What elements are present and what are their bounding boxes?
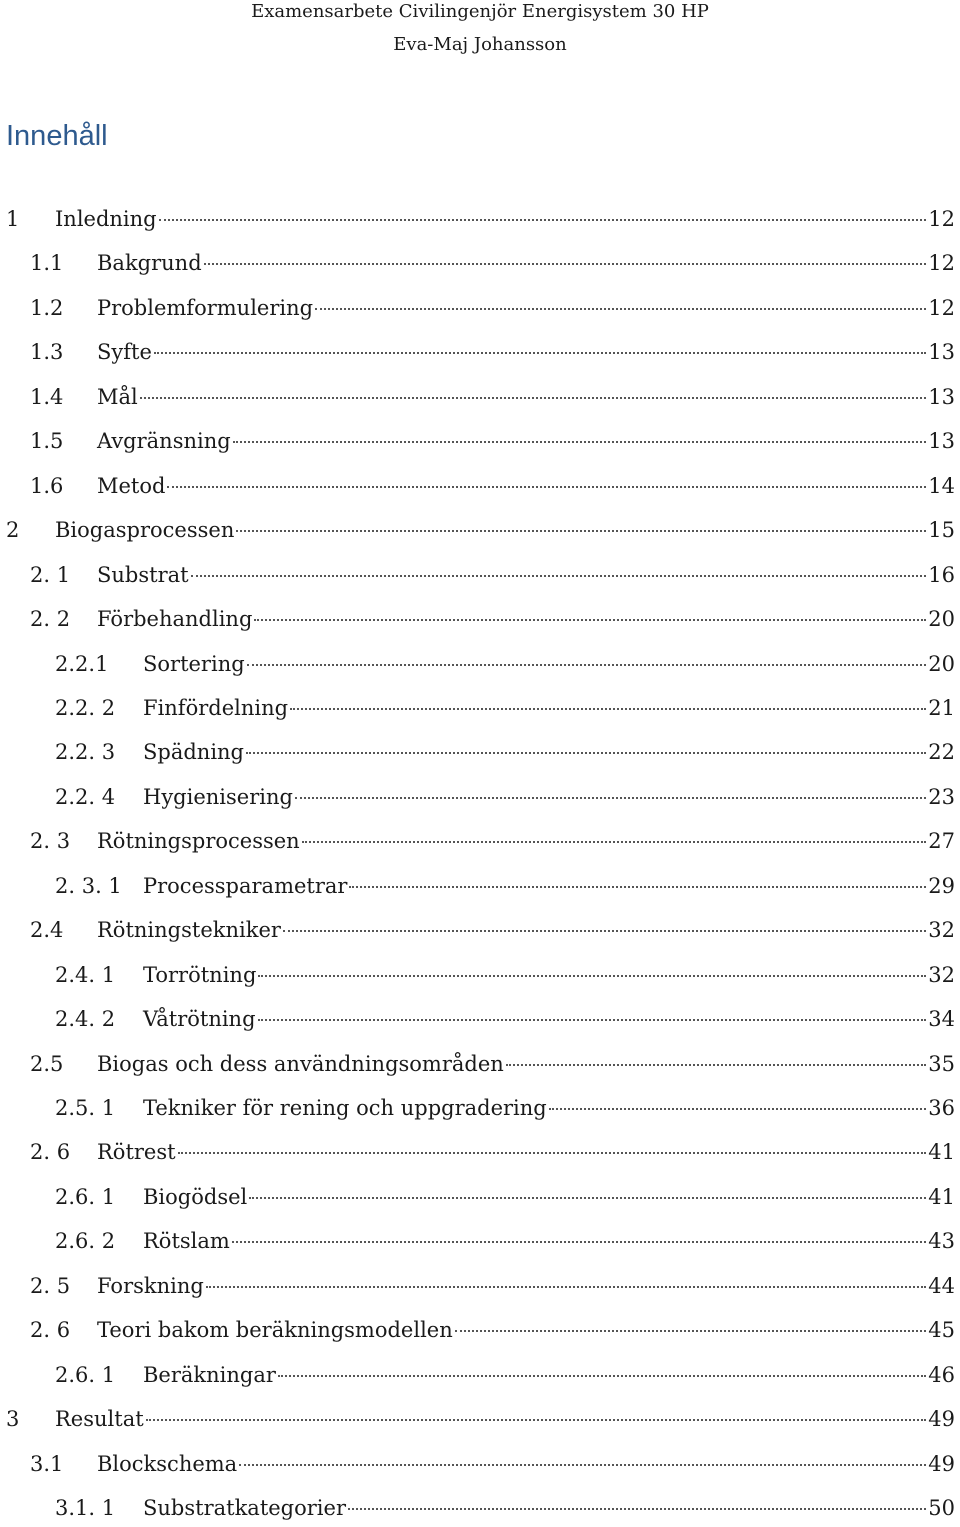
toc-entry-label: Avgränsning — [97, 429, 231, 454]
toc-entry-label: Spädning — [143, 740, 245, 765]
toc-entry[interactable] — [0, 1447, 955, 1481]
toc-entry-page: 13 — [928, 384, 955, 409]
toc-entry-label: Biogödsel — [143, 1184, 248, 1209]
toc-entry-label: Tekniker för rening och uppgradering — [143, 1096, 547, 1120]
toc-entry-page: 12 — [928, 251, 955, 276]
toc-entry-label: Processparametrar — [143, 873, 348, 898]
toc-entry-number: 1 — [6, 207, 20, 231]
toc-entry-label: Teori bakom beräkningsmodellen — [97, 1318, 453, 1343]
toc-entry-number: 1.1 — [30, 251, 64, 276]
dot-leader — [239, 1463, 926, 1466]
dot-leader — [283, 929, 926, 932]
toc-entry-number: 2.4. 1 — [55, 962, 116, 987]
toc-entry-number: 2. 3. 1 — [55, 873, 122, 898]
running-header-author: Eva-Maj Johansson — [393, 34, 567, 55]
toc-entry[interactable] — [0, 1358, 955, 1392]
toc-entry-number: 2.2. 3 — [55, 740, 116, 765]
toc-entry[interactable] — [0, 469, 955, 503]
toc-entry-number: 2.5 — [30, 1051, 64, 1076]
dot-leader — [247, 663, 927, 666]
dot-leader — [154, 351, 926, 354]
toc-entry[interactable] — [0, 1047, 955, 1081]
toc-entry[interactable] — [0, 202, 955, 236]
toc-entry-number: 2. 3 — [30, 829, 71, 854]
toc-entry-label: Forskning — [97, 1273, 204, 1298]
toc-entry[interactable] — [0, 1224, 955, 1258]
toc-entry-number: 1.3 — [30, 340, 64, 365]
dot-leader — [295, 796, 926, 799]
toc-entry-page: 35 — [928, 1051, 955, 1076]
toc-entry-page: 29 — [928, 873, 955, 898]
toc-entry-label: Resultat — [55, 1407, 144, 1432]
toc-entry-label: Hygienisering — [143, 784, 293, 809]
toc-entry-page: 45 — [928, 1318, 955, 1343]
toc-entry[interactable] — [0, 824, 955, 858]
dot-leader — [349, 885, 926, 888]
toc-entry-label: Syfte — [97, 340, 152, 365]
toc-entry-page: 12 — [928, 207, 955, 231]
toc-entry-number: 1.6 — [30, 473, 64, 498]
toc-entry-label: Inledning — [55, 207, 157, 231]
toc-entry-page: 22 — [928, 740, 955, 765]
toc-entry-label: Metod — [97, 473, 166, 498]
toc-entry-page: 43 — [928, 1229, 955, 1254]
toc-entry-label: Biogasprocessen — [55, 518, 235, 543]
dot-leader — [159, 218, 927, 221]
toc-entry-label: Mål — [97, 384, 138, 409]
dot-leader — [232, 1240, 926, 1243]
toc-entry-page: 23 — [928, 784, 955, 809]
dot-leader — [302, 840, 927, 843]
toc-entry-label: Blockschema — [97, 1451, 238, 1476]
toc-entry-page: 36 — [928, 1096, 955, 1120]
toc-entry-label: Förbehandling — [97, 607, 253, 632]
toc-entry[interactable] — [0, 958, 955, 992]
toc-entry[interactable] — [0, 246, 955, 280]
dot-leader — [258, 974, 926, 977]
toc-entry-page: 49 — [928, 1407, 955, 1432]
toc-entry-page: 20 — [928, 651, 955, 676]
dot-leader — [233, 440, 927, 443]
toc-entry-page: 16 — [928, 562, 955, 587]
toc-entry[interactable] — [0, 1313, 955, 1347]
dot-leader — [348, 1507, 926, 1510]
toc-entry-number: 2 — [6, 518, 20, 543]
toc-entry-number: 2. 2 — [30, 607, 71, 632]
toc-entry-number: 1.5 — [30, 429, 64, 454]
toc-entry-number: 3.1 — [30, 1451, 64, 1476]
toc-entry[interactable] — [0, 735, 955, 769]
dot-leader — [254, 618, 926, 621]
toc-entry-label: Rötrest — [97, 1140, 176, 1165]
toc-entry[interactable] — [0, 380, 955, 414]
toc-entry-label: Substrat — [97, 562, 189, 587]
toc-entry-page: 46 — [928, 1362, 955, 1387]
toc-entry-label: Substratkategorier — [143, 1496, 346, 1521]
toc-entry[interactable] — [0, 424, 955, 458]
running-header-title: Examensarbete Civilingenjör Energisystem 30 HP — [251, 1, 709, 22]
toc-entry-page: 49 — [928, 1451, 955, 1476]
toc-entry-page: 12 — [928, 295, 955, 320]
toc-entry-label: Beräkningar — [143, 1362, 276, 1387]
toc-entry[interactable] — [0, 869, 955, 903]
toc-entry-page: 44 — [928, 1273, 955, 1298]
dot-leader — [549, 1107, 927, 1110]
toc-entry-number: 2.2. 4 — [55, 784, 116, 809]
dot-leader — [315, 307, 926, 310]
toc-entry[interactable] — [0, 558, 955, 592]
dot-leader — [204, 262, 927, 265]
toc-entry-page: 41 — [928, 1184, 955, 1209]
toc-entry-label: Rötningsprocessen — [97, 829, 300, 854]
dot-leader — [191, 574, 927, 577]
toc-entry-page: 20 — [928, 607, 955, 632]
toc-entry[interactable] — [0, 1002, 955, 1036]
toc-entry-page: 13 — [928, 429, 955, 454]
dot-leader — [146, 1418, 927, 1421]
toc-entry-label: Torrötning — [143, 962, 257, 987]
toc-entry-page: 21 — [928, 695, 955, 720]
toc-entry-number: 3 — [6, 1407, 20, 1432]
toc-entry[interactable] — [0, 1091, 955, 1125]
dot-leader — [178, 1151, 927, 1154]
toc-entry-label: Sortering — [143, 651, 245, 676]
toc-entry-number: 2.6. 1 — [55, 1362, 116, 1387]
toc-entry[interactable] — [0, 647, 955, 681]
toc-entry-number: 2.4 — [30, 918, 64, 943]
dot-leader — [278, 1374, 926, 1377]
toc-entry-number: 1.4 — [30, 384, 64, 409]
toc-entry[interactable] — [0, 780, 955, 814]
toc-entry-page: 32 — [928, 918, 955, 943]
dot-leader — [258, 1018, 927, 1021]
toc-entry-number: 2.2. 2 — [55, 695, 116, 720]
dot-leader — [206, 1285, 926, 1288]
toc-entry-number: 1.2 — [30, 295, 64, 320]
toc-entry-page: 50 — [928, 1496, 955, 1521]
toc-entry-page: 27 — [928, 829, 955, 854]
dot-leader — [455, 1329, 927, 1332]
toc-entry-label: Bakgrund — [97, 251, 202, 276]
toc-entry-label: Biogas och dess användningsområden — [97, 1051, 504, 1076]
toc-entry[interactable] — [0, 691, 955, 725]
toc-entry-page: 13 — [928, 340, 955, 365]
toc-entry-page: 32 — [928, 962, 955, 987]
toc-entry-page: 14 — [928, 473, 955, 498]
dot-leader — [249, 1196, 926, 1199]
toc-entry-label: Problemformulering — [97, 295, 314, 320]
toc-entry-number: 2.2.1 — [55, 651, 109, 676]
dot-leader — [236, 529, 926, 532]
dot-leader — [167, 485, 926, 488]
toc-entry-number: 2.5. 1 — [55, 1096, 116, 1120]
toc-entry[interactable] — [0, 335, 955, 369]
toc-entry-number: 2. 1 — [30, 562, 71, 587]
toc-entry-number: 2.4. 2 — [55, 1007, 116, 1032]
toc-entry-number: 2. 6 — [30, 1140, 71, 1165]
toc-entry-number: 2.6. 1 — [55, 1184, 116, 1209]
toc-entry[interactable] — [0, 1402, 955, 1436]
toc-entry[interactable] — [0, 1269, 955, 1303]
toc-entry[interactable] — [0, 913, 955, 947]
toc-entry-label: Rötningstekniker — [97, 918, 281, 943]
toc-entry[interactable] — [0, 1491, 955, 1525]
toc-entry[interactable] — [0, 1135, 955, 1169]
toc-entry[interactable] — [0, 602, 955, 636]
toc-entry-label: Rötslam — [143, 1229, 230, 1254]
toc-entry-label: Finfördelning — [143, 695, 289, 720]
toc-entry-label: Våtrötning — [143, 1007, 256, 1032]
toc-entry[interactable] — [0, 291, 955, 325]
dot-leader — [506, 1063, 926, 1066]
toc-entry[interactable] — [0, 1180, 955, 1214]
dot-leader — [140, 396, 927, 399]
toc-entry-number: 2. 5 — [30, 1273, 71, 1298]
dot-leader — [290, 707, 926, 710]
toc-entry-page: 15 — [928, 518, 955, 543]
toc-entry[interactable] — [0, 513, 955, 547]
toc-entry-number: 3.1. 1 — [55, 1496, 116, 1521]
toc-entry-page: 34 — [928, 1007, 955, 1032]
toc-heading: Innehåll — [6, 120, 108, 152]
dot-leader — [246, 751, 926, 754]
toc-entry-page: 41 — [928, 1140, 955, 1165]
toc-entry-number: 2.6. 2 — [55, 1229, 116, 1254]
toc-entry-number: 2. 6 — [30, 1318, 71, 1343]
